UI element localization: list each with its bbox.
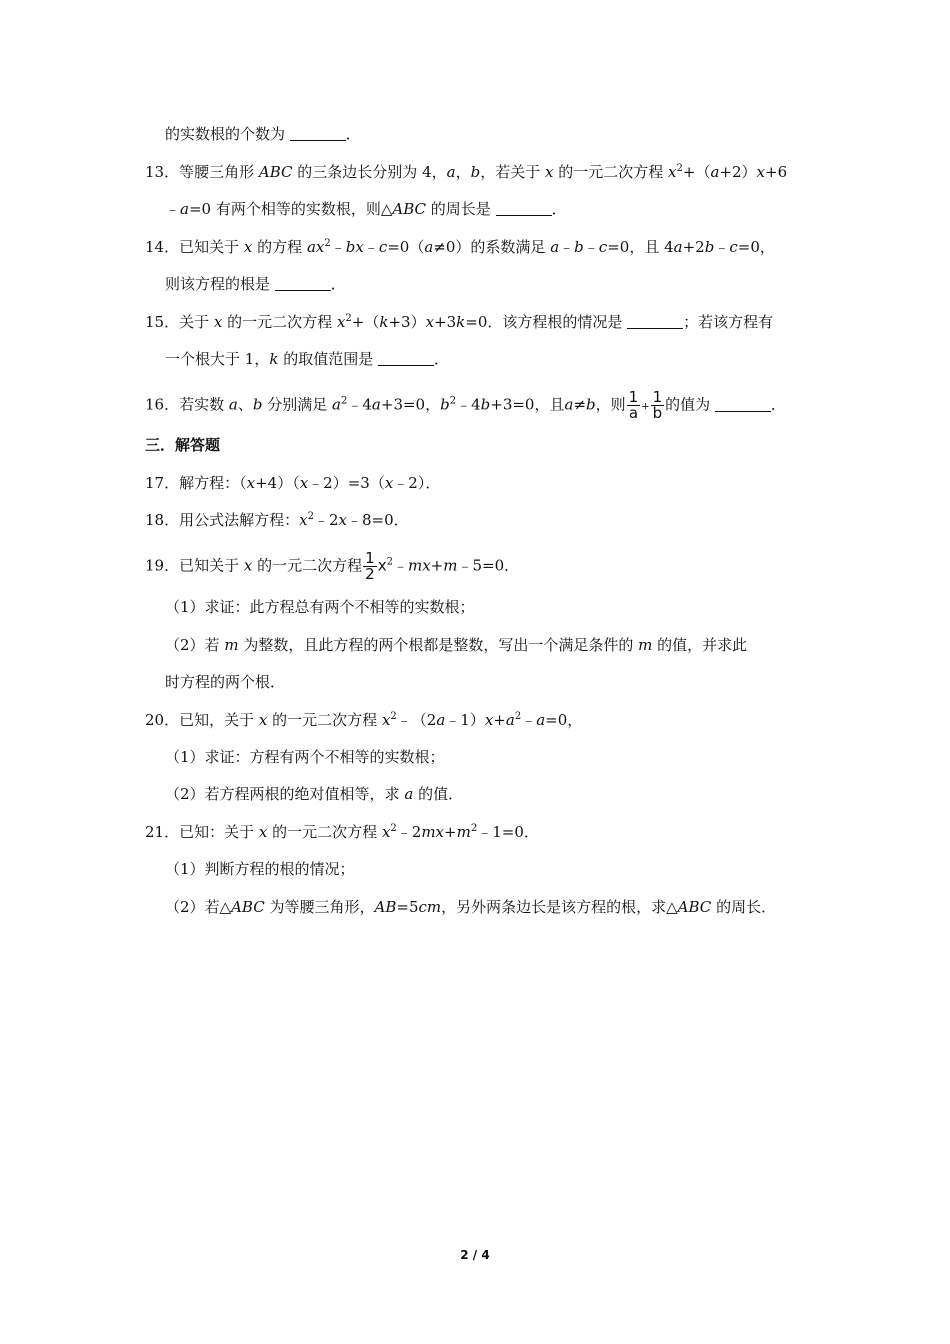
question-20-part-2: （2）若方程两根的绝对值相等，求 a 的值． [165,785,464,803]
section-heading: 三．解答题 [145,436,221,454]
fraction-one-over-b: $\frac{1}{b}$ [652,388,663,422]
question-21-part-1: （1）判断方程的根的情况； [165,860,355,878]
question-21-part-2: （2）若△ABC 为等腰三角形，AB=5cm，另外两条边长是该方程的根，求△ABC 的周长． [165,898,777,916]
question-20: 20．已知，关于 x 的一元二次方程 $x^2﹣(2a﹣1)x+a^2﹣a=0$， [145,711,583,729]
q12-continuation: 的实数根的个数为 ． [165,125,361,143]
page-number: 2 / 4 [460,1248,490,1262]
question-19-part-2: （2）若 m 为整数，且此方程的两个根都是整数，写出一个满足条件的 m 的值，并求此 [165,636,748,654]
question-14-continuation: 则该方程的根是 ． [165,275,346,293]
question-21: 21．已知：关于 x 的一元二次方程 $x^2﹣2mx+m^2﹣1=0$． [145,823,539,841]
answer-blank [275,276,331,291]
question-17: 17．解方程：（x+4）（x﹣2）=3（x﹣2）． [145,474,441,492]
answer-blank [715,397,771,412]
question-13: 13．等腰三角形 ABC 的三条边长分别为 4，a，b，若关于 x 的一元二次方程 $x^2+(a+2)x+6$ [145,163,788,181]
answer-blank [496,201,552,216]
question-14: 14．已知关于 x 的方程 $ax^2﹣bx﹣c=0(a\ne 0)$的系数满足 a﹣b﹣c=0，且 4a+2b﹣c=0， [145,238,775,256]
question-20-part-1: （1）求证：方程有两个不相等的实数根； [165,748,445,766]
answer-blank [378,351,434,366]
fraction-one-half: $\frac{1}{2}$ [365,549,375,583]
question-19-part-2-continuation: 时方程的两个根． [165,673,286,691]
fraction-one-over-a: $\frac{1}{a}$ [628,388,639,422]
question-15: 15．关于 x 的一元二次方程 $x^2+(k+3)x+3k=0$．该方程根的情况是 ；若该方程有 [145,313,774,331]
question-19-part-1: （1）求证：此方程总有两个不相等的实数根； [165,598,475,616]
question-15-continuation: 一个根大于 1，k 的取值范围是 ． [165,350,449,368]
question-13-continuation: ﹣a=0 有两个相等的实数根，则△ABC 的周长是 ． [165,200,567,218]
question-19: 19．已知关于 x 的一元二次方程 $\frac{1}{2}$ $x^2﹣mx+m﹣5=0$． [145,549,520,583]
answer-blank [627,314,683,329]
answer-blank [290,126,346,141]
question-16: 16．若实数 a、b 分别满足 $a^2﹣4a+3=0$，$b^2﹣4b+3=0$，且a≠b，则 $\frac{1}{a}$ + $\frac{1}{b}$ 的值为 ． [145,388,786,422]
question-18: 18．用公式法解方程：$x^2﹣2x﹣8=0$． [145,511,409,529]
